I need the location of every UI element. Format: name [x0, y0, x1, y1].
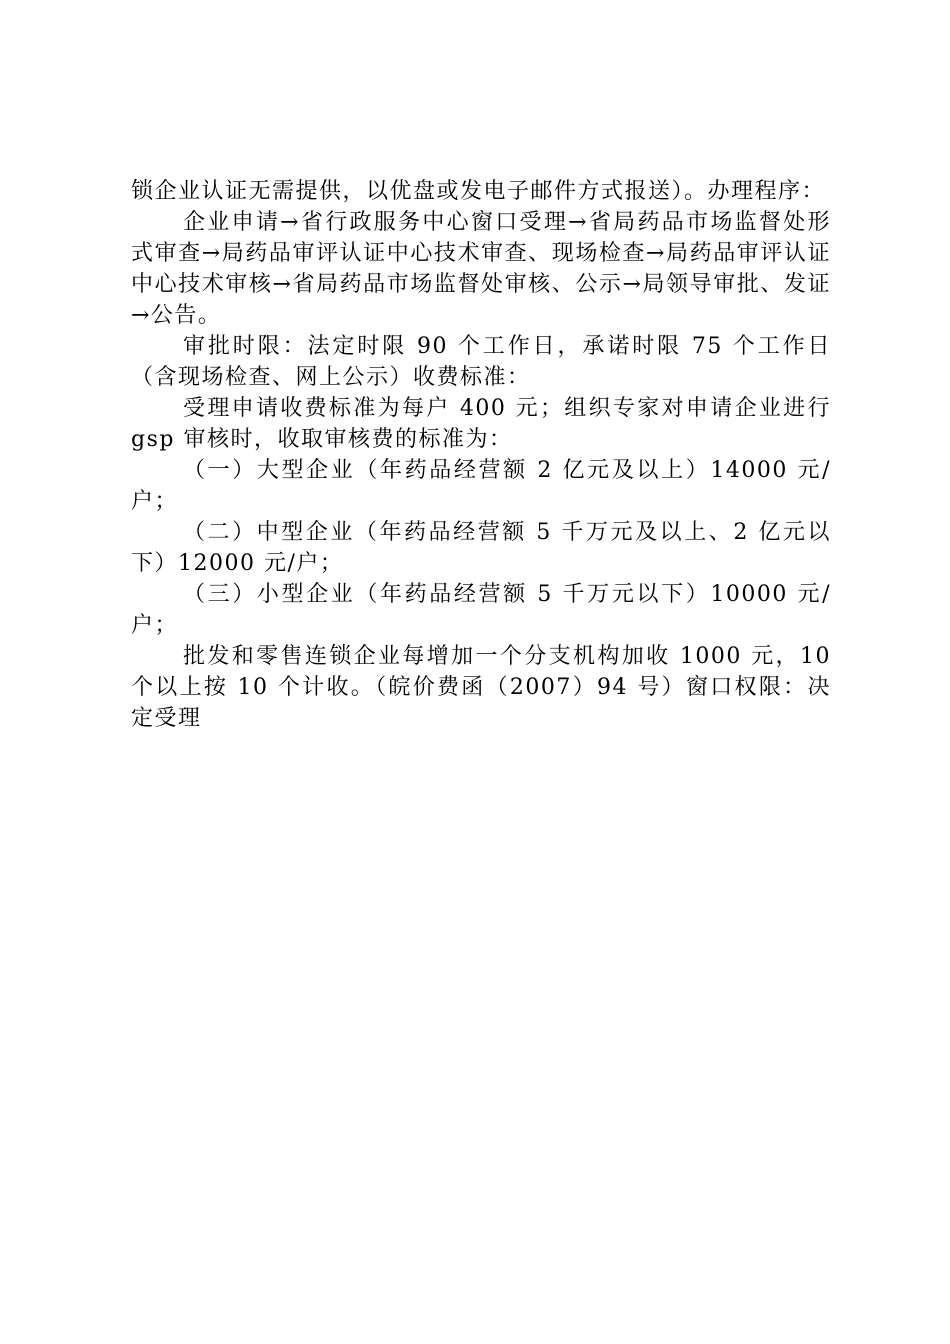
paragraph-procedure-steps: 企业申请→省行政服务中心窗口受理→省局药品市场监督处形式审查→局药品审评认证中心技术审查、现场检查→局药品审评认证中心技术审核→省局药品市场监督处审核、公示→局领导审批、发证→公告。 — [131, 210, 831, 328]
document-body — [131, 176, 831, 734]
paragraph-fee-medium-enterprise: （二）中型企业（年药品经营额 5 千万元及以上、2 亿元以下）12000 元/户； — [131, 520, 831, 576]
paragraph-branch-fee-and-authority: 批发和零售连锁企业每增加一个分支机构加收 1000 元，10 个以上按 10 个计收。（皖价费函（2007）94 号）窗口权限：决定受理 — [131, 644, 831, 731]
paragraph-approval-time-limit: 审批时限：法定时限 90 个工作日，承诺时限 75 个工作日（含现场检查、网上公示）收费标准： — [131, 334, 831, 390]
paragraph-procedure-intro: 锁企业认证无需提供，以优盘或发电子邮件方式报送）。办理程序： — [131, 179, 826, 204]
paragraph-fee-standard: 受理申请收费标准为每户 400 元；组织专家对申请企业进行 gsp 审核时，收取审核费的标准为： — [131, 396, 831, 452]
paragraph-fee-large-enterprise: （一）大型企业（年药品经营额 2 亿元及以上）14000 元/户； — [131, 458, 831, 514]
paragraph-fee-small-enterprise: （三）小型企业（年药品经营额 5 千万元以下）10000 元/户； — [131, 582, 831, 638]
